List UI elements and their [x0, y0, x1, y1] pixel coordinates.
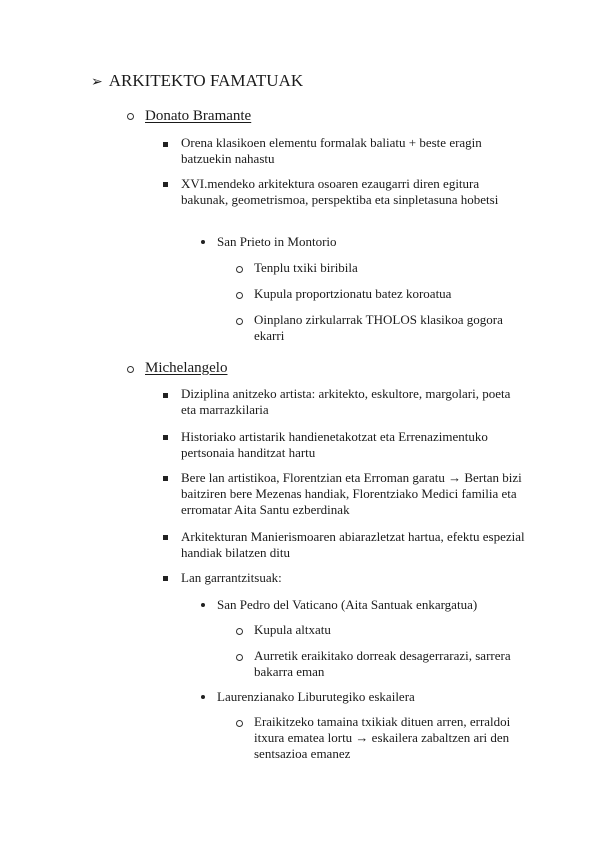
detail-item: Tenplu txiki biribila [254, 260, 358, 275]
square-bullet-icon [163, 142, 168, 147]
detail-item: Eraikitzeko tamaina txikiak dituen arren, erraldoi itxura ematea lortu → eskailera zabaltzen ari den sentsazioa emanez [254, 714, 511, 761]
circle-bullet-icon [236, 628, 243, 635]
square-bullet-icon [163, 535, 168, 540]
detail-item: Aurretik eraikitako dorreak desagerrarazi, sarrera bakarra eman [254, 648, 511, 679]
dot-bullet-icon [201, 240, 205, 244]
circle-bullet-icon [236, 318, 243, 325]
circle-bullet-icon [236, 292, 243, 299]
list-item: Bere lan artistikoa, Florentzian eta Erroman garatu → Bertan bizi baitziren bere Mezenas handiak, Florentziako Medici familia eta erromatar Aita Santu ezberdinak [181, 470, 522, 517]
page-title-text: ARKITEKTO FAMATUAK [108, 71, 304, 90]
work-title: San Pedro del Vaticano (Aita Santuak enkargatua) [217, 597, 478, 612]
detail-item: Oinplano zirkularrak THOLOS klasikoa gogora ekarri [254, 312, 503, 343]
arrow-bullet-icon: ➢ [91, 74, 103, 90]
square-bullet-icon [163, 576, 168, 581]
page-title [91, 70, 303, 93]
circle-bullet-icon [127, 113, 134, 120]
square-bullet-icon [163, 182, 168, 187]
circle-bullet-icon [236, 654, 243, 661]
circle-bullet-icon [236, 266, 243, 273]
square-bullet-icon [163, 435, 168, 440]
detail-item: Kupula proportzionatu batez koroatua [254, 286, 452, 301]
square-bullet-icon [163, 476, 168, 481]
list-item: Historiako artistarik handienetakotzat eta Errenazimentuko pertsonaia handitzat hartu [181, 429, 488, 460]
list-item: XVI.mendeko arkitektura osoaren ezaugarri diren egitura bakunak, geometrismoa, perspektiba eta sinpletasuna hobetsi [181, 176, 499, 207]
section-heading: Michelangelo [145, 360, 228, 376]
circle-bullet-icon [236, 720, 243, 727]
section-heading: Donato Bramante [145, 108, 252, 124]
detail-item: Kupula altxatu [254, 622, 331, 637]
square-bullet-icon [163, 393, 168, 398]
list-item: Arkitekturan Manierismoaren abiarazletzat hartua, efektu espezial handiak bilatzen ditu [181, 529, 525, 560]
list-item: Lan garrantzitsuak: [181, 570, 282, 585]
dot-bullet-icon [201, 695, 205, 699]
work-title: San Prieto in Montorio [217, 234, 337, 249]
list-item: Diziplina anitzeko artista: arkitekto, eskultore, margolari, poeta eta marrazkilaria [181, 386, 511, 417]
list-item: Orena klasikoen elementu formalak baliatu + beste eragin batzuekin nahastu [181, 135, 482, 166]
circle-bullet-icon [127, 366, 134, 373]
dot-bullet-icon [201, 603, 205, 607]
work-title: Laurenzianako Liburutegiko eskailera [217, 689, 415, 704]
